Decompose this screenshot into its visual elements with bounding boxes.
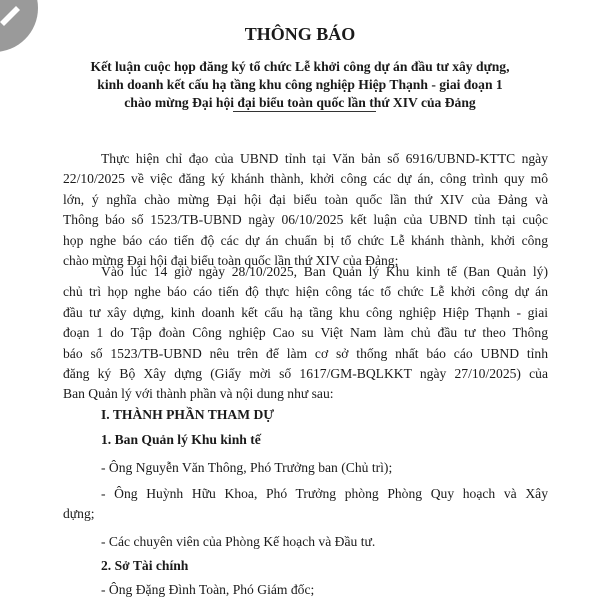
subtitle-line: Kết luận cuộc họp đăng ký tổ chức Lễ khởi công dự án đầu tư xây dựng, bbox=[90, 59, 510, 74]
attendee-item: - Các chuyên viên của Phòng Kế hoạch và Đầu tư. bbox=[101, 534, 376, 549]
paragraph-line: báo số 1523/TB-UBND nêu trên để làm cơ sở thống nhất báo cáo UBND tỉnh bbox=[63, 345, 548, 361]
attendee-item-continued: dựng; bbox=[63, 506, 95, 521]
attendee-item: - Ông Huỳnh Hữu Khoa, Phó Trưởng phòng Phòng Quy hoạch và Xây bbox=[101, 486, 548, 501]
paragraph-line: lớn, ý nghĩa chào mừng Đại hội đại biểu toàn quốc lần thứ XIV của Đảng và bbox=[63, 191, 548, 207]
paragraph-line: đoạn 1 do Tập đoàn Công nghiệp Cao su Việt Nam làm chủ đầu tư theo Thông bbox=[63, 325, 548, 341]
attendee-item: - Ông Đặng Đình Toàn, Phó Giám đốc; bbox=[101, 582, 315, 597]
section-heading: I. THÀNH PHẦN THAM DỰ bbox=[101, 407, 275, 422]
attendee-item: - Ông Nguyễn Văn Thông, Phó Trưởng ban (Chủ trì); bbox=[101, 460, 393, 475]
paragraph-line: chào mừng Đại hội đại biểu toàn quốc lần thứ XIV của Đảng; bbox=[63, 253, 399, 268]
paragraph-line: chủ trì họp nghe báo cáo tiến độ thực hiện công tác tổ chức Lễ khởi công dự án bbox=[63, 284, 548, 300]
subsection-heading: 2. Sở Tài chính bbox=[101, 558, 189, 573]
paragraph-line: đầu tư xây dựng, kinh doanh kết cấu hạ tầng khu công nghiệp Hiệp Thạnh - giai bbox=[63, 304, 548, 320]
title-divider bbox=[233, 111, 376, 112]
paragraph-line: Vào lúc 14 giờ ngày 28/10/2025, Ban Quản lý Khu kinh tế (Ban Quản lý) bbox=[101, 264, 548, 279]
paragraph-line: 22/10/2025 về việc đăng ký khánh thành, khởi công các dự án, công trình quy mô bbox=[63, 171, 548, 187]
paragraph-line: Ban Quản lý với thành phần và nội dung như sau: bbox=[63, 386, 334, 402]
subsection-heading: 1. Ban Quản lý Khu kinh tế bbox=[101, 432, 261, 447]
paragraph-line: Thông báo số 1523/TB-UBND ngày 06/10/2025 kết luận của UBND tỉnh tại cuộc bbox=[63, 212, 548, 228]
subtitle-line: kinh doanh kết cấu hạ tầng khu công nghiệp Hiệp Thạnh - giai đoạn 1 bbox=[97, 77, 503, 92]
paragraph-line: Thực hiện chỉ đạo của UBND tỉnh tại Văn bản số 6916/UBND-KTTC ngày bbox=[101, 151, 548, 166]
paragraph-line: đăng ký Bộ Xây dựng (Giấy mời số 1617/GM-BQLKKT ngày 27/10/2025) của bbox=[63, 366, 548, 381]
document-title: THÔNG BÁO bbox=[244, 24, 356, 44]
subtitle-line: chào mừng Đại hội đại biểu toàn quốc lần thứ XIV của Đảng bbox=[124, 95, 476, 110]
paragraph-line: họp nghe báo cáo tiến độ các dự án chuẩn bị tổ chức Lễ khánh thành, khởi công bbox=[63, 232, 548, 248]
